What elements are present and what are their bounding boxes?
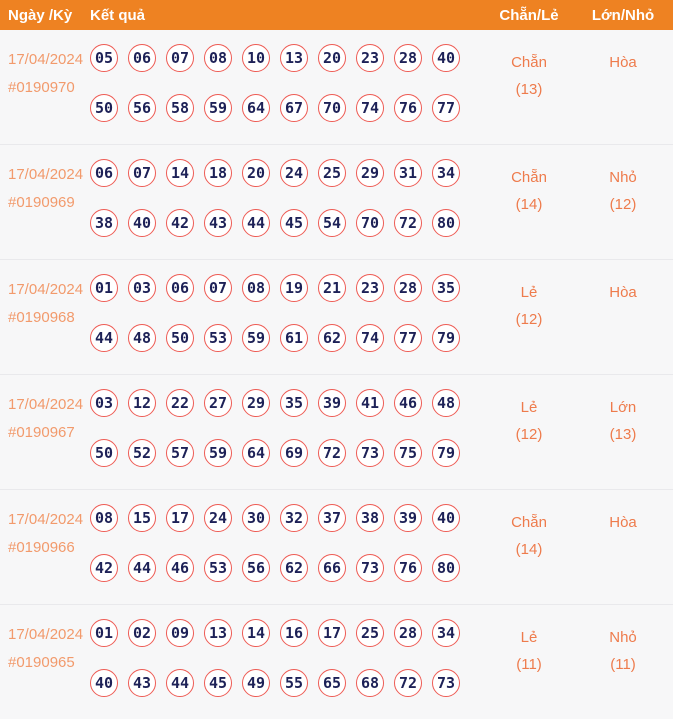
number-ball: 22 bbox=[166, 389, 194, 417]
number-ball: 40 bbox=[128, 209, 156, 237]
number-ball: 64 bbox=[242, 439, 270, 467]
date-period-cell bbox=[0, 619, 90, 677]
number-ball: 35 bbox=[280, 389, 308, 417]
numbers-cell bbox=[90, 389, 469, 489]
number-ball: 46 bbox=[166, 554, 194, 582]
number-ball: 68 bbox=[356, 669, 384, 697]
number-ball: 07 bbox=[204, 274, 232, 302]
numbers-line bbox=[90, 44, 469, 72]
number-ball: 24 bbox=[280, 159, 308, 187]
number-ball: 61 bbox=[280, 324, 308, 352]
even-odd-label: Chẵn bbox=[511, 54, 547, 71]
number-ball: 75 bbox=[394, 439, 422, 467]
numbers-cell bbox=[90, 44, 469, 144]
result-row bbox=[0, 605, 673, 714]
number-ball: 79 bbox=[432, 439, 460, 467]
header-date-period: Ngày /Kỳ bbox=[8, 6, 73, 24]
result-row bbox=[0, 490, 673, 605]
numbers-line bbox=[90, 274, 469, 302]
number-ball: 59 bbox=[242, 324, 270, 352]
number-ball: 20 bbox=[242, 159, 270, 187]
even-odd-label: Lẻ bbox=[520, 399, 538, 416]
number-ball: 76 bbox=[394, 554, 422, 582]
big-small-cell bbox=[589, 389, 673, 448]
number-ball: 57 bbox=[166, 439, 194, 467]
date-period-cell bbox=[0, 44, 90, 102]
number-ball: 29 bbox=[356, 159, 384, 187]
even-odd-label: Lẻ bbox=[520, 629, 538, 646]
numbers-cell bbox=[90, 274, 469, 374]
number-ball: 40 bbox=[90, 669, 118, 697]
number-ball: 56 bbox=[242, 554, 270, 582]
number-ball: 52 bbox=[128, 439, 156, 467]
number-ball: 44 bbox=[128, 554, 156, 582]
number-ball: 53 bbox=[204, 554, 232, 582]
table-header bbox=[0, 0, 673, 30]
numbers-line bbox=[90, 504, 469, 532]
header-big-small: Lớn/Nhỏ bbox=[591, 6, 655, 24]
draw-period: #0190968 bbox=[8, 309, 75, 326]
result-row bbox=[0, 30, 673, 145]
even-odd-cell bbox=[469, 619, 589, 678]
header-even-odd: Chẵn/Lẻ bbox=[499, 6, 559, 24]
number-ball: 42 bbox=[166, 209, 194, 237]
number-ball: 09 bbox=[166, 619, 194, 647]
number-ball: 02 bbox=[128, 619, 156, 647]
number-ball: 05 bbox=[90, 44, 118, 72]
numbers-line bbox=[90, 94, 469, 122]
number-ball: 13 bbox=[280, 44, 308, 72]
number-ball: 70 bbox=[356, 209, 384, 237]
even-odd-label: Lẻ bbox=[520, 284, 538, 301]
number-ball: 28 bbox=[394, 619, 422, 647]
number-ball: 72 bbox=[318, 439, 346, 467]
number-ball: 41 bbox=[356, 389, 384, 417]
draw-period: #0190970 bbox=[8, 79, 75, 96]
number-ball: 06 bbox=[90, 159, 118, 187]
number-ball: 54 bbox=[318, 209, 346, 237]
number-ball: 59 bbox=[204, 439, 232, 467]
even-odd-count: (11) bbox=[516, 656, 542, 673]
big-small-cell bbox=[589, 159, 673, 218]
even-odd-count: (14) bbox=[515, 541, 543, 558]
number-ball: 08 bbox=[242, 274, 270, 302]
numbers-line bbox=[90, 159, 469, 187]
number-ball: 20 bbox=[318, 44, 346, 72]
number-ball: 39 bbox=[394, 504, 422, 532]
number-ball: 59 bbox=[204, 94, 232, 122]
number-ball: 06 bbox=[166, 274, 194, 302]
big-small-count: (13) bbox=[609, 426, 637, 443]
number-ball: 53 bbox=[204, 324, 232, 352]
number-ball: 12 bbox=[128, 389, 156, 417]
number-ball: 79 bbox=[432, 324, 460, 352]
draw-period: #0190969 bbox=[8, 194, 75, 211]
number-ball: 62 bbox=[280, 554, 308, 582]
number-ball: 16 bbox=[280, 619, 308, 647]
number-ball: 74 bbox=[356, 94, 384, 122]
even-odd-label: Chẵn bbox=[511, 169, 547, 186]
number-ball: 25 bbox=[318, 159, 346, 187]
number-ball: 73 bbox=[432, 669, 460, 697]
date-period-cell bbox=[0, 274, 90, 332]
number-ball: 14 bbox=[242, 619, 270, 647]
number-ball: 08 bbox=[204, 44, 232, 72]
number-ball: 77 bbox=[432, 94, 460, 122]
number-ball: 27 bbox=[204, 389, 232, 417]
number-ball: 73 bbox=[356, 439, 384, 467]
number-ball: 76 bbox=[394, 94, 422, 122]
number-ball: 43 bbox=[128, 669, 156, 697]
number-ball: 43 bbox=[204, 209, 232, 237]
draw-date: 17/04/2024 bbox=[8, 626, 84, 643]
draw-period: #0190966 bbox=[8, 539, 75, 556]
even-odd-cell bbox=[469, 504, 589, 563]
number-ball: 40 bbox=[432, 44, 460, 72]
number-ball: 23 bbox=[356, 44, 384, 72]
number-ball: 73 bbox=[356, 554, 384, 582]
number-ball: 44 bbox=[242, 209, 270, 237]
number-ball: 50 bbox=[166, 324, 194, 352]
number-ball: 38 bbox=[90, 209, 118, 237]
number-ball: 06 bbox=[128, 44, 156, 72]
number-ball: 34 bbox=[432, 159, 460, 187]
number-ball: 25 bbox=[356, 619, 384, 647]
number-ball: 50 bbox=[90, 94, 118, 122]
big-small-label: Hòa bbox=[609, 514, 637, 531]
number-ball: 56 bbox=[128, 94, 156, 122]
numbers-cell bbox=[90, 159, 469, 259]
number-ball: 65 bbox=[318, 669, 346, 697]
result-row bbox=[0, 375, 673, 490]
numbers-line bbox=[90, 439, 469, 467]
number-ball: 29 bbox=[242, 389, 270, 417]
big-small-label: Nhỏ bbox=[609, 169, 637, 186]
even-odd-cell bbox=[469, 44, 589, 103]
number-ball: 64 bbox=[242, 94, 270, 122]
number-ball: 35 bbox=[432, 274, 460, 302]
number-ball: 44 bbox=[166, 669, 194, 697]
number-ball: 17 bbox=[166, 504, 194, 532]
big-small-label: Nhỏ bbox=[609, 629, 637, 646]
date-period-cell bbox=[0, 504, 90, 562]
big-small-cell bbox=[589, 274, 673, 306]
number-ball: 40 bbox=[432, 504, 460, 532]
even-odd-count: (13) bbox=[515, 81, 543, 98]
number-ball: 62 bbox=[318, 324, 346, 352]
big-small-cell bbox=[589, 44, 673, 76]
number-ball: 38 bbox=[356, 504, 384, 532]
number-ball: 28 bbox=[394, 274, 422, 302]
big-small-cell bbox=[589, 619, 673, 678]
number-ball: 23 bbox=[356, 274, 384, 302]
number-ball: 66 bbox=[318, 554, 346, 582]
number-ball: 07 bbox=[128, 159, 156, 187]
number-ball: 80 bbox=[432, 209, 460, 237]
number-ball: 31 bbox=[394, 159, 422, 187]
number-ball: 45 bbox=[280, 209, 308, 237]
numbers-line bbox=[90, 554, 469, 582]
numbers-cell bbox=[90, 619, 469, 719]
number-ball: 67 bbox=[280, 94, 308, 122]
date-period-cell bbox=[0, 159, 90, 217]
number-ball: 18 bbox=[204, 159, 232, 187]
even-odd-count: (12) bbox=[515, 426, 543, 443]
big-small-count: (11) bbox=[610, 656, 636, 673]
number-ball: 30 bbox=[242, 504, 270, 532]
big-small-count: (12) bbox=[609, 196, 637, 213]
numbers-line bbox=[90, 209, 469, 237]
number-ball: 48 bbox=[128, 324, 156, 352]
number-ball: 46 bbox=[394, 389, 422, 417]
number-ball: 01 bbox=[90, 619, 118, 647]
numbers-cell bbox=[90, 504, 469, 604]
number-ball: 69 bbox=[280, 439, 308, 467]
number-ball: 03 bbox=[128, 274, 156, 302]
number-ball: 01 bbox=[90, 274, 118, 302]
number-ball: 07 bbox=[166, 44, 194, 72]
draw-date: 17/04/2024 bbox=[8, 281, 84, 298]
number-ball: 24 bbox=[204, 504, 232, 532]
number-ball: 44 bbox=[90, 324, 118, 352]
result-row bbox=[0, 260, 673, 375]
even-odd-cell bbox=[469, 159, 589, 218]
number-ball: 32 bbox=[280, 504, 308, 532]
number-ball: 34 bbox=[432, 619, 460, 647]
number-ball: 72 bbox=[394, 669, 422, 697]
number-ball: 21 bbox=[318, 274, 346, 302]
number-ball: 80 bbox=[432, 554, 460, 582]
number-ball: 48 bbox=[432, 389, 460, 417]
number-ball: 17 bbox=[318, 619, 346, 647]
number-ball: 74 bbox=[356, 324, 384, 352]
big-small-label: Hòa bbox=[609, 284, 637, 301]
numbers-line bbox=[90, 324, 469, 352]
number-ball: 03 bbox=[90, 389, 118, 417]
draw-period: #0190965 bbox=[8, 654, 75, 671]
number-ball: 72 bbox=[394, 209, 422, 237]
number-ball: 10 bbox=[242, 44, 270, 72]
draw-date: 17/04/2024 bbox=[8, 511, 84, 528]
draw-date: 17/04/2024 bbox=[8, 51, 84, 68]
number-ball: 37 bbox=[318, 504, 346, 532]
draw-date: 17/04/2024 bbox=[8, 166, 84, 183]
number-ball: 45 bbox=[204, 669, 232, 697]
even-odd-label: Chẵn bbox=[511, 514, 547, 531]
number-ball: 19 bbox=[280, 274, 308, 302]
even-odd-cell bbox=[469, 389, 589, 448]
number-ball: 13 bbox=[204, 619, 232, 647]
numbers-line bbox=[90, 619, 469, 647]
numbers-line bbox=[90, 669, 469, 697]
result-row bbox=[0, 145, 673, 260]
big-small-label: Lớn bbox=[609, 399, 637, 416]
number-ball: 08 bbox=[90, 504, 118, 532]
number-ball: 42 bbox=[90, 554, 118, 582]
number-ball: 77 bbox=[394, 324, 422, 352]
even-odd-count: (12) bbox=[515, 311, 543, 328]
number-ball: 14 bbox=[166, 159, 194, 187]
big-small-label: Hòa bbox=[609, 54, 637, 71]
draw-date: 17/04/2024 bbox=[8, 396, 84, 413]
number-ball: 28 bbox=[394, 44, 422, 72]
even-odd-count: (14) bbox=[515, 196, 543, 213]
number-ball: 15 bbox=[128, 504, 156, 532]
header-result: Kết quả bbox=[90, 6, 146, 24]
big-small-cell bbox=[589, 504, 673, 536]
number-ball: 55 bbox=[280, 669, 308, 697]
draw-period: #0190967 bbox=[8, 424, 75, 441]
number-ball: 49 bbox=[242, 669, 270, 697]
even-odd-cell bbox=[469, 274, 589, 333]
results-body bbox=[0, 30, 673, 714]
number-ball: 50 bbox=[90, 439, 118, 467]
number-ball: 70 bbox=[318, 94, 346, 122]
numbers-line bbox=[90, 389, 469, 417]
number-ball: 58 bbox=[166, 94, 194, 122]
number-ball: 39 bbox=[318, 389, 346, 417]
date-period-cell bbox=[0, 389, 90, 447]
